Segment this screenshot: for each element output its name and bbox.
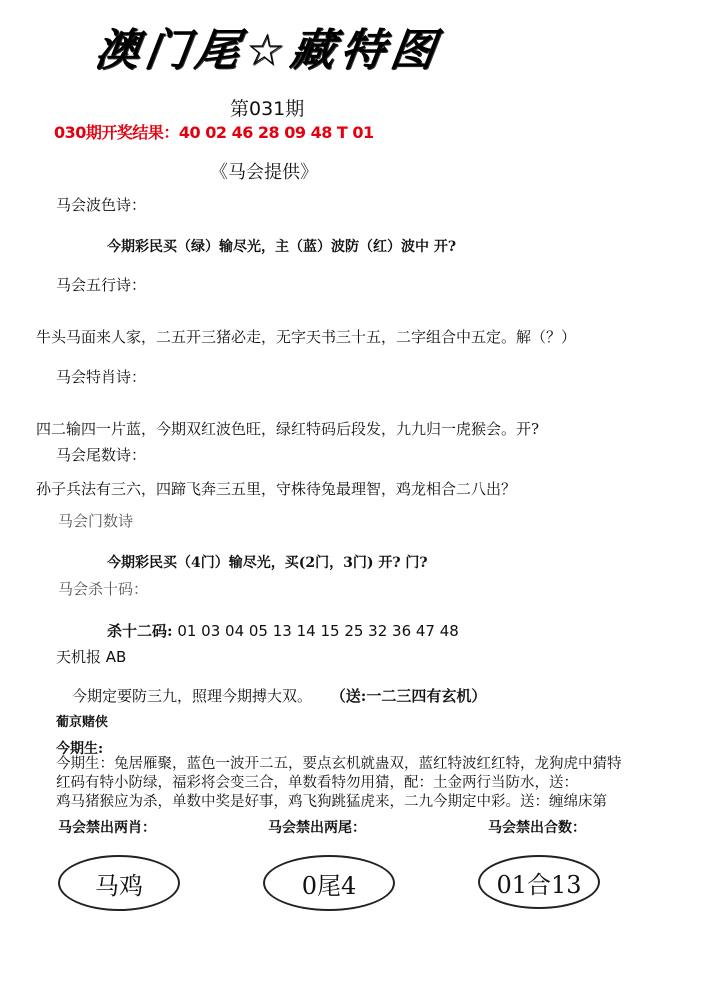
tianji-bonus: （送:一二三四有玄机） [330,687,487,705]
door-poem-text: 今期彩民买（4门）输尽光，买(2门，3门) 开? 门? [107,555,428,571]
ban-zodiac-title: 马会禁出两肖： [58,820,156,836]
five-elements-label: 马会五行诗： [56,276,147,294]
puking-label: 葡京赌侠 [56,715,109,730]
zodiac-poem-text: 四二输四一片蓝，今期双红波色旺，绿红特码后段发，九九归一虎猴会。开? [36,420,540,438]
wave-poem-text: 今期彩民买（绿）输尽光，主（蓝）波防（红）波中 开? [107,239,457,255]
five-elements-text: 牛头马面来人家，二五开三猪必走，无字天书三十五，二字组合中五定。解（？） [36,328,577,346]
kill-numbers-row [107,620,459,641]
kill-numbers-label: 马会杀十码： [58,580,149,598]
puking-line: 红码有特小防绿，福彩将会变三合，单数看特勿用猜，配：土金两行当防水，送： [56,775,578,791]
kill-numbers-values: 01 03 04 05 13 14 15 25 32 36 47 48 [177,622,459,640]
tail-poem-text: 孙子兵法有三六，四蹄飞奔三五里，守株待兔最理智，鸡龙相合二八出？ [36,480,517,498]
puking-sub-label: 今期生: [56,741,104,757]
zodiac-poem-label: 马会特肖诗： [56,368,147,386]
door-poem-label: 马会门数诗 [58,512,134,530]
provider-note: 《马会提供》 [210,162,318,183]
ban-sum-oval [478,855,600,909]
ban-sum-value: 01合13 [496,870,582,899]
page-title: 澳门尾☆藏特图 [91,25,445,76]
ban-sum-title: 马会禁出合数： [488,820,586,836]
ban-zodiac-oval [58,855,180,911]
tianji-label: 天机报 AB [56,648,127,666]
wave-poem-label: 马会波色诗： [56,196,147,214]
ban-zodiac-value: 马鸡 [95,871,143,900]
ban-tail-value: 0尾4 [301,871,357,900]
tianji-text: 今期定要防三九，照理今期搏大双。 [72,687,313,705]
ban-tail-oval [263,855,395,911]
puking-line: 今期生：兔居雁聚，蓝色一波开二五，要点玄机就蛊双，蓝红特波红红特，龙狗虎中猜特 [56,756,622,772]
issue-number: 第031期 [230,98,305,120]
tail-poem-label: 马会尾数诗： [56,446,147,464]
puking-line: 鸡马猪猴应为杀，单数中奖是好事，鸡飞狗跳猛虎来，二九今期定中彩。送：缠绵床第 [56,794,607,810]
tianji-row [72,685,486,706]
previous-result: 030期开奖结果：40 02 46 28 09 48 T 01 [54,123,374,142]
puking-body [56,755,716,812]
kill-numbers-prefix: 杀十二码: [107,622,173,640]
ban-tail-title: 马会禁出两尾： [268,820,366,836]
